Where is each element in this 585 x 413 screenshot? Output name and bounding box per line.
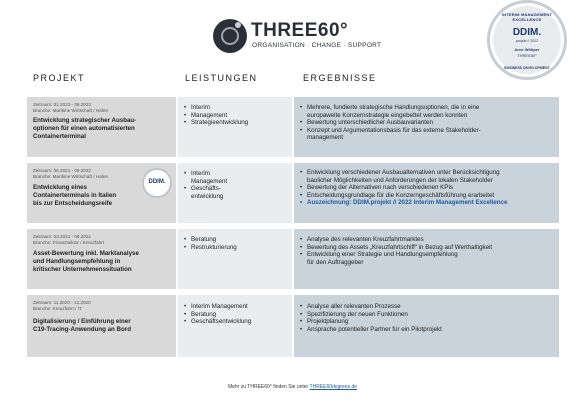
project-industry: Branche: Finanzsektor / Kreuzfahrt: [33, 240, 104, 245]
list-item: • Mehrere, fundierte strategische Handlungsoptionen, die in eine europaweite Konzernstrategie eingebettet werden konnten: [300, 104, 481, 119]
list-item: • Strategieentwicklung: [184, 119, 248, 127]
list-item: • Interim Management: [184, 170, 227, 185]
list-item: • Beratung: [184, 311, 251, 319]
badge-text: DDIM.: [148, 179, 166, 185]
column-header-ergebnisse: ERGEBNISSE: [303, 73, 377, 83]
globe-icon: [213, 19, 247, 53]
list-item: • Bewertung unterschiedlicher Ausbauvarianten: [300, 119, 481, 127]
page-footer: [0, 384, 585, 390]
list-item: • Management: [184, 112, 248, 120]
website-link[interactable]: THREE60degrees.de: [309, 384, 358, 390]
list-item: • Entscheidungsgrundlage für die Konzerngeschäftsführung erarbeitet: [300, 192, 507, 200]
list-item: • Analyse aller relevanten Prozesse: [300, 303, 442, 311]
list-item: • Interim: [184, 104, 248, 112]
ddim-award-seal: [487, 0, 567, 80]
services-cell: [178, 97, 292, 157]
seal-bottom-text: BUSINESS DEVELOPMENT: [504, 66, 550, 70]
seal-company: THREE60°: [517, 53, 537, 58]
services-cell: [178, 229, 292, 289]
ddim-award-badge: [142, 168, 172, 198]
results-cell: [294, 229, 559, 289]
project-period: Zeitraum: 03.2021 - 06.2021: [33, 234, 91, 239]
seal-arc-text: INTERIM MANAGEMENT EXCELLENCE: [501, 12, 553, 22]
list-item: • Bewertung des Assets „Kreuzfahrtschiff“ in Bezug auf Werthaltigkeit: [300, 244, 492, 252]
project-industry: Branche: Kreuzfahrt / IT: [33, 306, 82, 311]
list-item: • Restrukturierung: [184, 244, 237, 252]
list-item: • Konzept und Argumentationsbasis für das externe Stakeholder- management: [300, 127, 481, 142]
services-list: [184, 104, 248, 127]
logo-brand: THREE60°: [251, 20, 349, 41]
services-cell: [178, 295, 292, 357]
seal-name: Arne Wöllper: [514, 47, 540, 52]
award-list-item: • Auszeichnung: DDIM.projekt // 2022 Interim Management Excellence: [300, 199, 507, 207]
project-title: Asset-Bewertung inkl. Marktanalyse und Handlungsempfehlung in kritischer Unternehmenssituation: [33, 250, 139, 273]
services-list: [184, 303, 251, 326]
project-title: Entwicklung strategischer Ausbau- optionen für einen automatisierten Containerterminal: [33, 117, 137, 140]
list-item: • Entwicklung einer Strategie und Handlungsempfehlung für den Auftraggeber: [300, 251, 492, 266]
project-row: [27, 97, 559, 157]
list-item: • Interim Management: [184, 303, 251, 311]
project-industry: Branche: Maritime Wirtschaft / Hafen: [33, 174, 109, 179]
list-item: • Spezifizierung der neuen Funktionen: [300, 311, 442, 319]
results-list: [300, 303, 442, 333]
results-cell: [294, 163, 559, 223]
project-industry: Branche: Maritime Wirtschaft / Hafen: [33, 108, 109, 113]
column-header-leistungen: LEISTUNGEN: [185, 73, 258, 83]
results-cell: [294, 97, 559, 157]
services-list: [184, 170, 227, 200]
list-item: • Beratung: [184, 236, 237, 244]
list-item: • Bewertung der Alternativen nach verschiedenen KPIs: [300, 184, 507, 192]
project-row: [27, 163, 559, 223]
list-item: • Geschäftsentwicklung: [184, 318, 251, 326]
list-item: • Ansprache potentieller Partner für ein Pilotprojekt: [300, 326, 442, 334]
footer-text: Mehr zu THREE60° finden Sie unter: [227, 384, 309, 390]
project-row: [27, 229, 559, 289]
services-list: [184, 236, 237, 251]
seal-sub: projekt // 2022: [515, 39, 539, 43]
project-title: Digitalisierung / Einführung einer C19-Tracing-Anwendung an Bord: [33, 318, 131, 333]
logo-tagline: ORGANISATION · CHANGE · SUPPORT: [252, 42, 382, 49]
seal-brand: DDIM.: [512, 27, 542, 38]
three60-logo: [213, 17, 383, 53]
results-list: [300, 236, 492, 266]
column-header-projekt: PROJEKT: [33, 73, 86, 83]
project-row: [27, 295, 559, 357]
project-period: Zeitraum: 01.2023 - 06.2023: [33, 102, 91, 107]
project-period: Zeitraum: 06.2021 - 09.2022: [33, 168, 91, 173]
project-cell: [27, 295, 176, 357]
list-item: • Analyse des relevanten Kreuzfahrtmarktes: [300, 236, 492, 244]
project-cell: [27, 229, 176, 289]
list-item: • Entwicklung verschiedener Ausbaualternativen unter Berücksichtigung baulicher Möglichkeiten und Anforderungen der lokalen Stakeholder: [300, 169, 507, 184]
services-cell: [178, 163, 292, 223]
list-item: • Projektplanung: [300, 318, 442, 326]
project-period: Zeitraum: 11.2020 - 12.2020: [33, 300, 91, 305]
project-title: Entwicklung eines Containerterminals in Italien bis zur Entscheidungsreife: [33, 184, 117, 207]
results-cell: [294, 295, 559, 357]
results-list: [300, 169, 507, 207]
project-cell: [27, 163, 176, 223]
list-item: • Geschäfts- entwicklung: [184, 185, 227, 200]
project-cell: [27, 97, 176, 157]
results-list: [300, 104, 481, 142]
